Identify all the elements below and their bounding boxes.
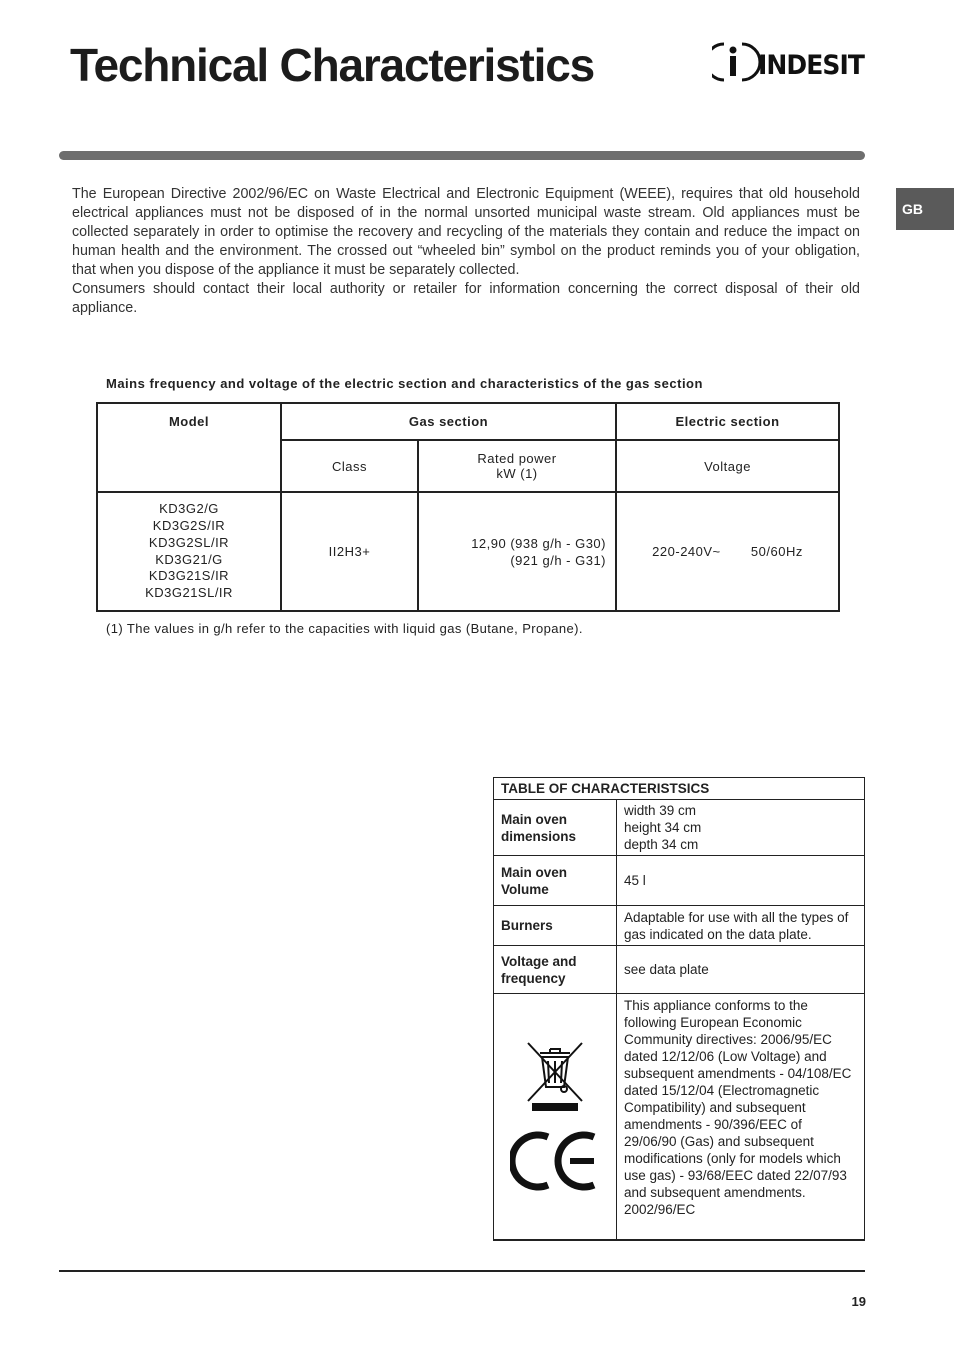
footer-rule xyxy=(59,1270,865,1272)
dimensions-values xyxy=(617,800,865,856)
header-model: Model xyxy=(97,403,281,492)
model-item: KD3G21S/IR xyxy=(148,568,230,584)
header-voltage: Voltage xyxy=(616,440,839,492)
indesit-logo-icon xyxy=(712,38,872,84)
dimension-value: depth 34 cm xyxy=(624,837,699,852)
voltage-frequency-label xyxy=(494,946,617,994)
voltage-value: 220-240V~ xyxy=(652,544,721,559)
voltage-frequency-value: see data plate xyxy=(617,946,865,994)
dimension-value: height 34 cm xyxy=(624,820,702,835)
compliance-symbols xyxy=(494,994,617,1240)
volume-label xyxy=(494,856,617,906)
header-rated-power-line1: Rated power xyxy=(477,451,557,466)
characteristics-title: TABLE OF CHARACTERISTSICS xyxy=(494,778,865,800)
voltage-label-line2: frequency xyxy=(501,970,566,986)
model-item: KD3G2SL/IR xyxy=(148,534,230,550)
rated-power-value xyxy=(418,492,616,611)
voltage-label-line1: Voltage and xyxy=(501,953,577,969)
crossed-wheeled-bin-icon xyxy=(520,1039,590,1111)
language-tab: GB xyxy=(896,188,954,230)
class-value: II2H3+ xyxy=(281,492,418,611)
model-item: KD3G21SL/IR xyxy=(145,585,233,601)
weee-directive: 2002/96/EC xyxy=(624,1202,696,1217)
dimensions-label-line1: Main oven xyxy=(501,811,568,827)
ce-mark-icon xyxy=(510,1129,600,1193)
model-item: KD3G2S/IR xyxy=(152,517,226,533)
header-class: Class xyxy=(281,440,418,492)
mains-gas-table xyxy=(96,402,840,612)
model-item: KD3G21/G xyxy=(155,551,223,567)
burners-value: Adaptable for use with all the types of gas indicated on the data plate. xyxy=(617,906,865,946)
page-number: 19 xyxy=(851,1294,866,1309)
header-rated-power-line2: kW (1) xyxy=(496,466,538,481)
mains-table-heading: Mains frequency and voltage of the electric section and characteristics of the gas section xyxy=(106,376,703,391)
dimensions-label-line2: dimensions xyxy=(501,828,577,844)
mains-table-footnote: (1) The values in g/h refer to the capacities with liquid gas (Butane, Propane). xyxy=(106,621,583,636)
header-rated-power xyxy=(418,440,616,492)
volume-label-line1: Main oven xyxy=(501,864,568,880)
page-title: Technical Characteristics xyxy=(70,39,594,91)
volume-value: 45 l xyxy=(617,856,865,906)
dimensions-label xyxy=(494,800,617,856)
weee-intro xyxy=(72,185,860,318)
directives-text: This appliance conforms to the following European Economic Community directives: 2006/95/EC dated 12/12/06 (Low Voltage) and subsequent amendments - 04/108/EC dated 15/12/04 (Electromagnetic Compatibility) and subsequent amendments - 90/396/EEC of 29/06/90 (Gas) and subsequent modifications (only for models which use gas) - 93/68/EEC dated 22/07/93 and subsequent amendments. xyxy=(624,998,852,1200)
frequency-value: 50/60Hz xyxy=(750,544,803,559)
rated-power-value-line1: 12,90 (938 g/h - G30) xyxy=(471,535,606,551)
header-electric-section: Electric section xyxy=(616,403,839,440)
characteristics-table xyxy=(493,777,865,1241)
intro-paragraph-1: The European Directive 2002/96/EC on Waste Electrical and Electronic Equipment (WEEE), requires that old household electrical appliances must not be disposed of in the normal unsorted municipal waste stream. Old appliances must be collected separately in order to optimise the recovery and recycling of the materials they contain and reduce the impact on human health and the environment. The crossed out “wheeled bin” symbol on the product reminds you of your obligation, that when you dispose of the appliance it must be separately collected. xyxy=(72,186,860,278)
model-list xyxy=(97,492,281,611)
burners-label: Burners xyxy=(494,906,617,946)
voltage-frequency-value xyxy=(616,492,839,611)
directives-cell xyxy=(617,994,865,1240)
volume-label-line2: Volume xyxy=(501,881,549,897)
intro-paragraph-2: Consumers should contact their local authority or retailer for information concerning the correct disposal of their old appliance. xyxy=(72,281,860,316)
model-item: KD3G2/G xyxy=(159,501,219,517)
dimension-value: width 39 cm xyxy=(624,803,697,818)
rated-power-value-line2: (921 g/h - G31) xyxy=(510,552,606,568)
brand-wordmark: INDESIT xyxy=(758,50,866,81)
header-rule xyxy=(59,151,865,160)
header-gas-section: Gas section xyxy=(281,403,616,440)
